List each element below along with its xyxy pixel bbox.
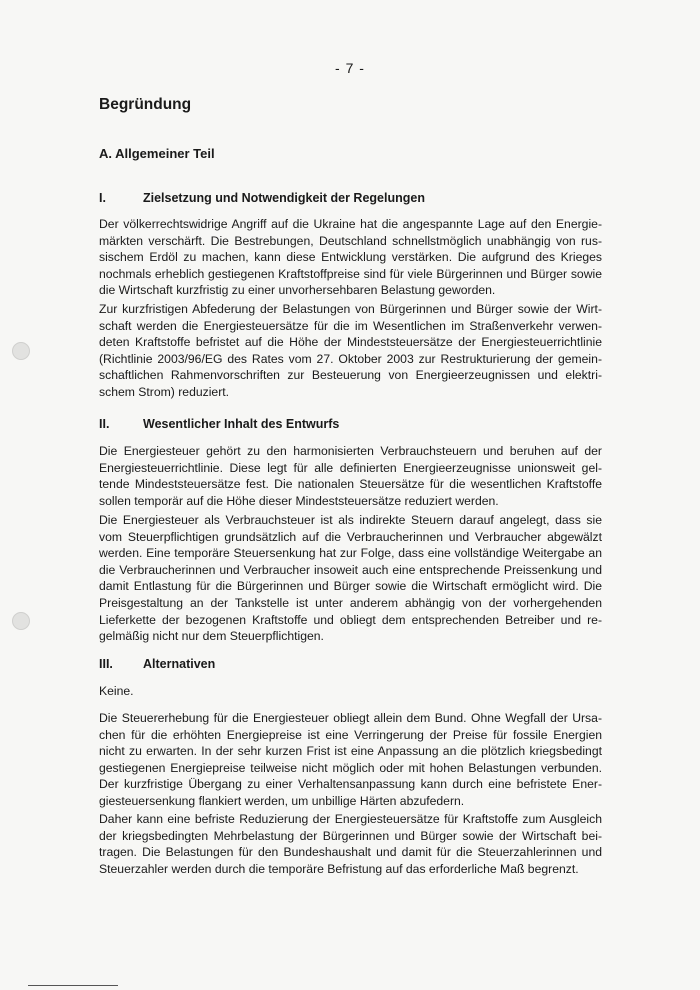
paragraph: Daher kann eine befriste Reduzierung der Energiesteuersätze für Kraftstoffe zum Ausgleich der kriegsbedingten Mehrbelastung der Bürgerinnen und Bürger sowie der Wirtschaft beitragen. Die Belastungen für den Bundeshaushalt und damit für die Steuerzahlerinnen und Steuerzahler werden durch die temporäre Befristung auf das erforderliche Maß begrenzt.: [99, 812, 602, 876]
page-number: - 7 -: [335, 60, 365, 76]
section-number: III.: [99, 657, 113, 671]
section-title: Alternativen: [143, 657, 216, 671]
section-title: Zielsetzung und Notwendigkeit der Regelungen: [143, 191, 425, 205]
section-title: Wesentlicher Inhalt des Entwurfs: [143, 417, 340, 431]
section-number: I.: [99, 191, 106, 205]
edge-line: [28, 985, 118, 986]
document-title: Begründung: [99, 96, 192, 113]
paragraph: Die Energiesteuer gehört zu den harmonisierten Verbrauchsteuern und beruhen auf der Energiesteuerrichtlinie. Diese legt für alle definierten Energieerzeugnisse unionsweit geltende Mindeststeuersätze fest. Die nationalen Steuersätze für die wesentlichen Kraftstoffe sollen temporär auf die Höhe dieser Mindeststeuersätze reduziert werden.: [99, 444, 602, 508]
paragraph: Der völkerrechtswidrige Angriff auf die Ukraine hat die angespannte Lage auf den Energiemärkten verschärft. Die Bestrebungen, Deutschland schnellstmöglich unabhängig von russischem Erdöl zu machen, kann diese Entwicklung verstärken. Die aufgrund des Krieges nochmals erheblich gestiegenen Kraftstoffpreise sind für viele Bürgerinnen und Bürger sowie die Wirtschaft kurzfristig zu einer unvorhersehbaren Belastung geworden.: [99, 217, 602, 298]
punch-hole: [12, 342, 30, 360]
paragraph: Die Energiesteuer als Verbrauchsteuer ist als indirekte Steuern darauf angelegt, dass sie vom Steuerpflichtigen grundsätzlich auf die Verbraucherinnen und Verbraucher abgewälzt werden. Eine temporäre Steuersenkung hat zur Folge, dass eine vollständige Weitergabe an die Verbraucherinnen und Verbraucher insoweit auch eine entsprechende Preissenkung und damit Entlastung für die Bürgerinnen und Bürger sowie die Wirtschaft ermöglicht wird. Die Preisgestaltung an der Tankstelle ist unter anderem abhängig von der vorhergehenden Lieferkette der bezogenen Kraftstoffe und obliegt dem entsprechenden Betreiber und regelmäßig nicht nur dem Steuerpflichtigen.: [99, 513, 602, 644]
paragraph: Zur kurzfristigen Abfederung der Belastungen von Bürgerinnen und Bürger sowie der Wirtschaft werden die Energiesteuersätze für die im Wesentlichen im Straßenverkehr verwendeten Kraftstoffe befristet auf die Höhe der Mindeststeuersätze der Energiesteuerrichtlinie (Richtlinie 2003/96/EG des Rates vom 27. Oktober 2003 zur Restrukturierung der gemeinschaftlichen Rahmenvorschriften zur Besteuerung von Energieerzeugnissen und elektrischem Strom) reduziert.: [99, 302, 602, 399]
section-heading-1: [99, 191, 425, 205]
paragraph: Keine.: [99, 684, 134, 698]
section-number: II.: [99, 417, 110, 431]
paragraph: Die Steuererhebung für die Energiesteuer obliegt allein dem Bund. Ohne Wegfall der Ursachen für die erhöhten Energiepreise ist eine Verringerung der Preise für fossile Energien nicht zu erwarten. In der sehr kurzen Frist ist eine Anpassung an die plötzlich kriegsbedingt gestiegenen Energiepreise teilweise nicht möglich oder mit hohen Belastungen verbunden. Der kurzfristige Übergang zu einer Verhaltensanpassung kann durch eine befristete Energiesteuersenkung flankiert werden, um unbillige Härten abzufedern.: [99, 711, 602, 808]
punch-hole: [12, 612, 30, 630]
section-heading-2: [99, 417, 339, 431]
section-heading-3: [99, 657, 215, 671]
document-subtitle: A. Allgemeiner Teil: [99, 146, 215, 161]
